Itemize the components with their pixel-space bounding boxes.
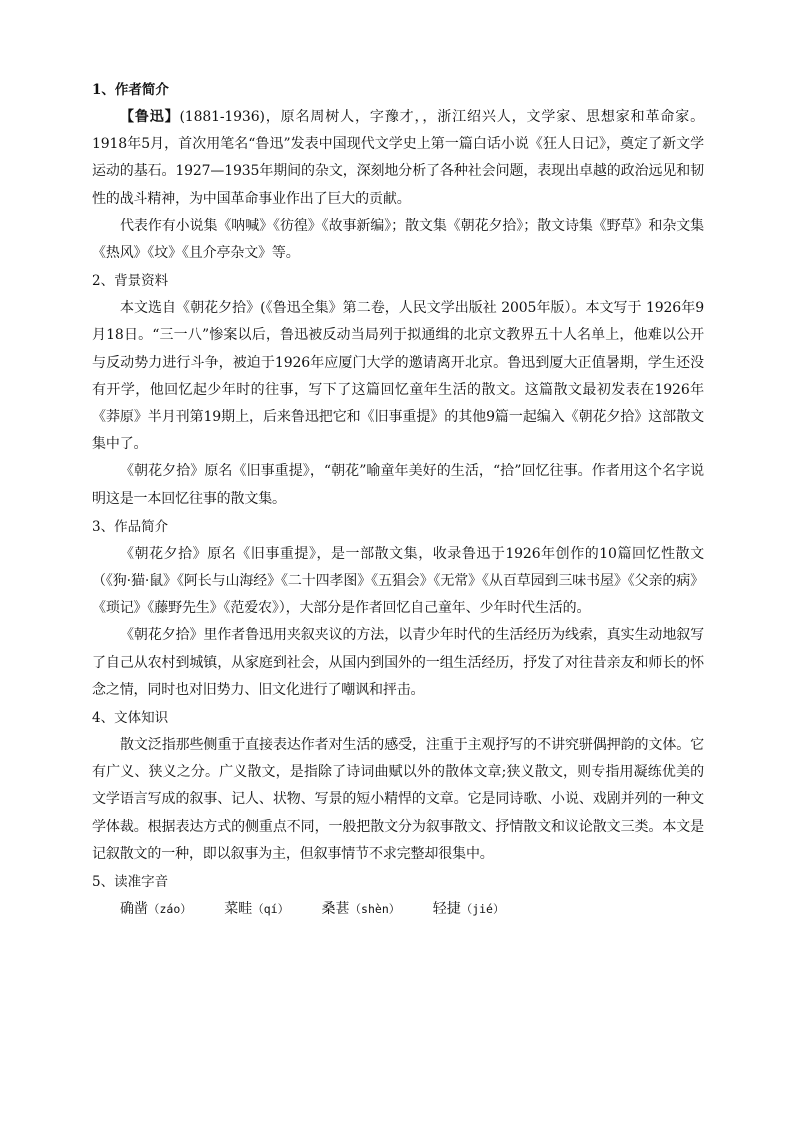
section-heading-author: 1、作者简介: [92, 82, 169, 98]
document-page: [92, 76, 704, 923]
author-paragraph-1-text: (1881-1936)，原名周树人，字豫才，，浙江绍兴人，文学家、思想家和革命家。1918年5月，首次用笔名“鲁迅”发表中国现代文学史上第一篇白话小说《狂人日记》，奠定了新文学运动的基石。1927—1935年期间的杂文，深刻地分析了各种社会问题，表现出卓越的政治远见和韧性的战斗精神，为中国革命事业作出了巨大的贡献。: [92, 109, 704, 207]
list-item: [224, 896, 289, 923]
works-paragraph-2: 《朝花夕拾》里作者鲁迅用夹叙夹议的方法，以青少年时代的生活经历为线索，真实生动地叙写了自己从农村到城镇，从家庭到社会，从国内到国外的一组生活经历，抒发了对往昔亲友和师长的怀念之情，同时也对旧势力、旧文化进行了嘲讽和抨击。: [92, 627, 704, 698]
pronunciation-sound: （qí）: [252, 902, 290, 917]
list-item: [322, 896, 401, 923]
pronunciation-word: 轻捷: [432, 901, 461, 918]
genre-paragraph-1: 散文泛指那些侧重于直接表达作者对生活的感受，注重于主观抒写的不讲究骈偶押韵的文体。它有广义、狭义之分。广义散文，是指除了诗词曲赋以外的散体文章;狭义散文，则专指用凝练优美的文学语言写成的叙事、记人、状物、写景的短小精悍的文章。它是同诗歌、小说、戏剧并列的一种文学体裁。根据表达方式的侧重点不同，一般把散文分为叙事散文、抒情散文和议论散文三类。本文是记叙散文的一种，即以叙事为主，但叙事情节不求完整却很集中。: [92, 737, 704, 862]
section-heading-genre: 4、文体知识: [92, 710, 169, 727]
background-paragraph-2: 《朝花夕拾》原名《旧事重提》，“朝花”喻童年美好的生活，“拾”回忆往事。作者用这个名字说明这是一本回忆往事的散文集。: [92, 463, 704, 507]
author-paragraph-1: [92, 104, 704, 213]
pronunciation-list: [92, 896, 704, 923]
pronunciation-word: 菜畦: [224, 901, 253, 918]
pronunciation-word: 确凿: [120, 901, 148, 918]
pronunciation-sound: （záo）: [148, 902, 192, 917]
pronunciation-sound: （jié）: [460, 902, 505, 917]
pronunciation-sound: （shèn）: [349, 902, 401, 917]
section-heading-background: 2、背景资料: [92, 273, 169, 290]
section-heading-pronunciation: 5、读准字音: [92, 874, 169, 891]
section-heading-works: 3、作品简介: [92, 518, 169, 535]
author-paragraph-2: 代表作有小说集《呐喊》《彷徨》《故事新编》；散文集《朝花夕拾》；散文诗集《野草》和杂文集《热风》《坟》《且介亭杂文》等。: [92, 217, 704, 262]
list-item: [433, 896, 505, 923]
pronunciation-word: 桑葚: [321, 901, 350, 918]
author-term: 【鲁迅】: [120, 109, 180, 125]
works-paragraph-1: 《朝花夕拾》原名《旧事重提》，是一部散文集，收录鲁迅于1926年创作的10篇回忆性散文（《狗·猫·鼠》《阿长与山海经》《二十四孝图》《五猖会》《无常》《从百草园到三味书屋》《父亲的病》《琐记》《藤野先生》《范爱农》），大部分是作者回忆自己童年、少年时代生活的。: [92, 545, 704, 617]
background-paragraph-1: 本文选自《朝花夕拾》(《鲁迅全集》第二卷，人民文学出版社 2005年版）。本文写于 1926年9月18日。“三一八”惨案以后，鲁迅被反动当局列于拟通缉的北京文教界五十人名单上，他难以公开与反动势力进行斗争，被迫于1926年应厦门大学的邀请离开北京。鲁迅到厦大正值暑期，学生还没有开学，他回忆起少年时的往事，写下了这篇回忆童年生活的散文。这篇散文最初发表在1926年《莽原》半月刊第19期上，后来鲁迅把它和《旧事重提》的其他9篇一起编入《朝花夕拾》这部散文集中了。: [92, 300, 704, 453]
list-item: [120, 896, 192, 923]
